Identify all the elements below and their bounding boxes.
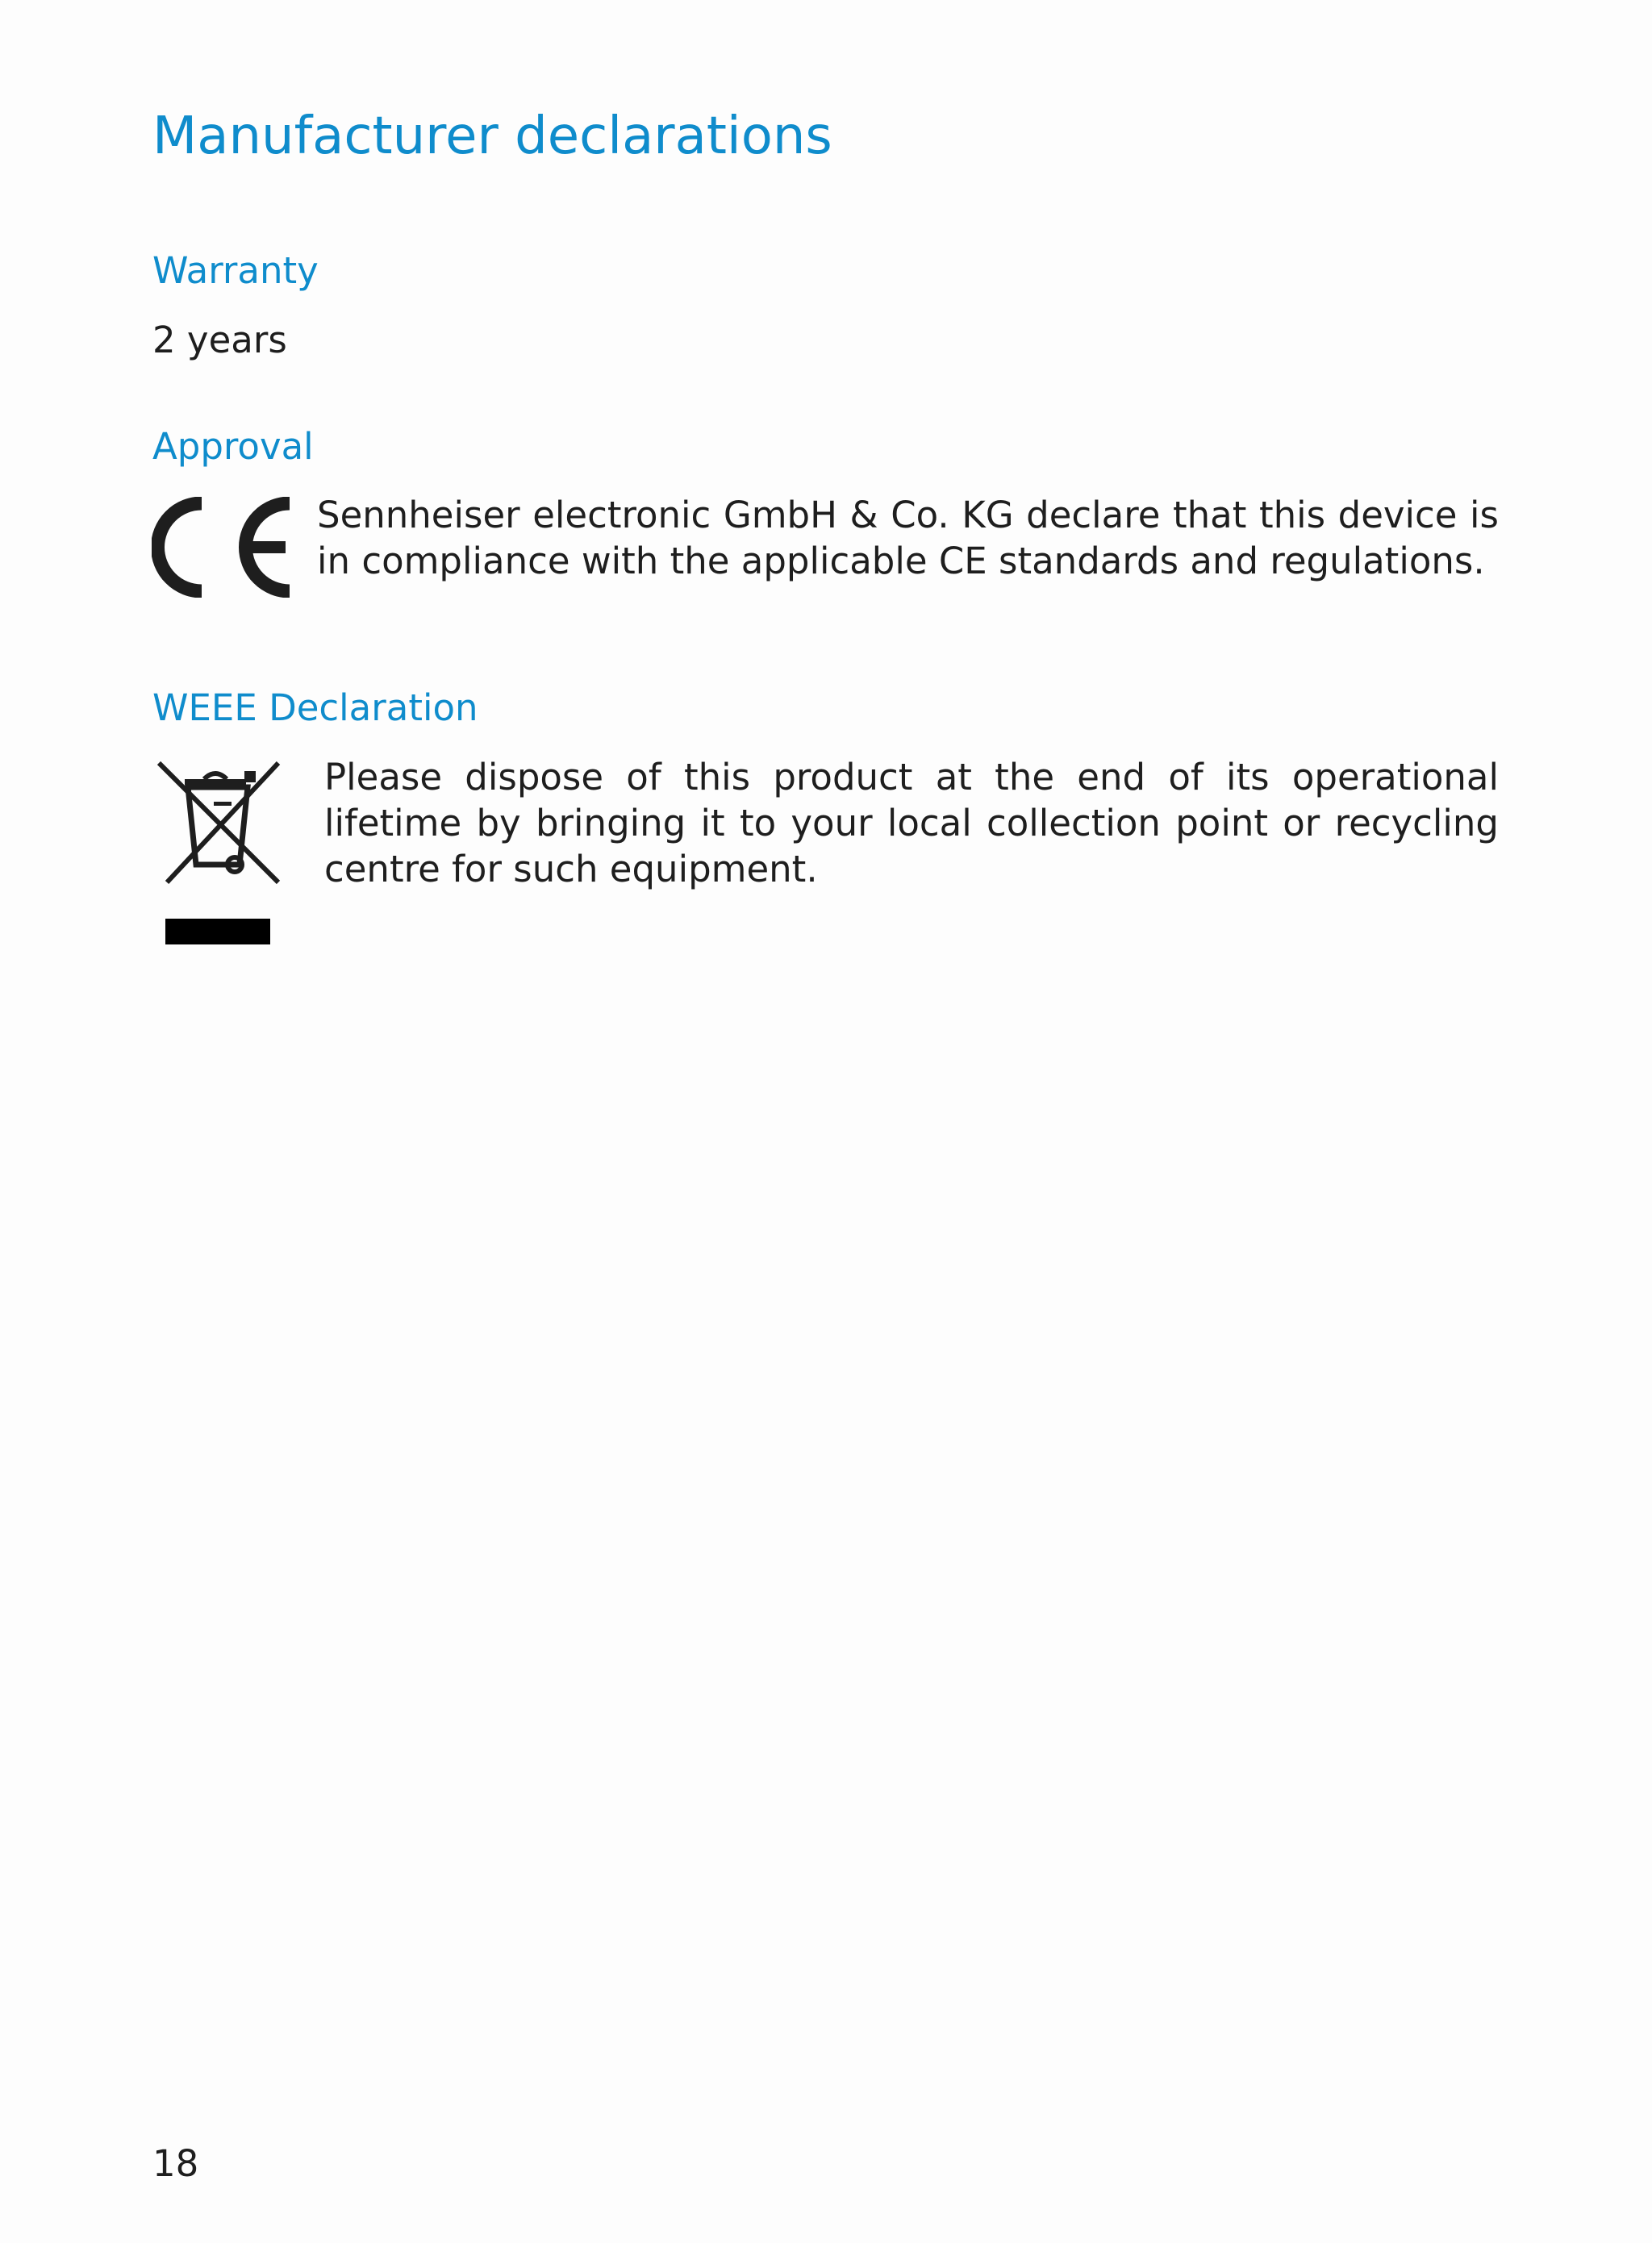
approval-text: Sennheiser electronic GmbH & Co. KG declare that this device is in compliance with the applicable CE standards and regulations. (317, 494, 1499, 582)
crossed-out-wheelie-bin-icon (156, 761, 282, 947)
weee-text: Please dispose of this product at the end of its operational lifetime by bringing it to your local collection point or recycling centre for such equipment. (324, 756, 1499, 890)
page-title: Manufacturer declarations (152, 106, 832, 166)
page-number: 18 (152, 2142, 199, 2185)
weee-heading: WEEE Declaration (152, 686, 478, 729)
ce-mark-icon (152, 497, 297, 598)
warranty-value: 2 years (152, 319, 287, 361)
warranty-heading: Warranty (152, 249, 319, 292)
approval-heading: Approval (152, 425, 314, 468)
